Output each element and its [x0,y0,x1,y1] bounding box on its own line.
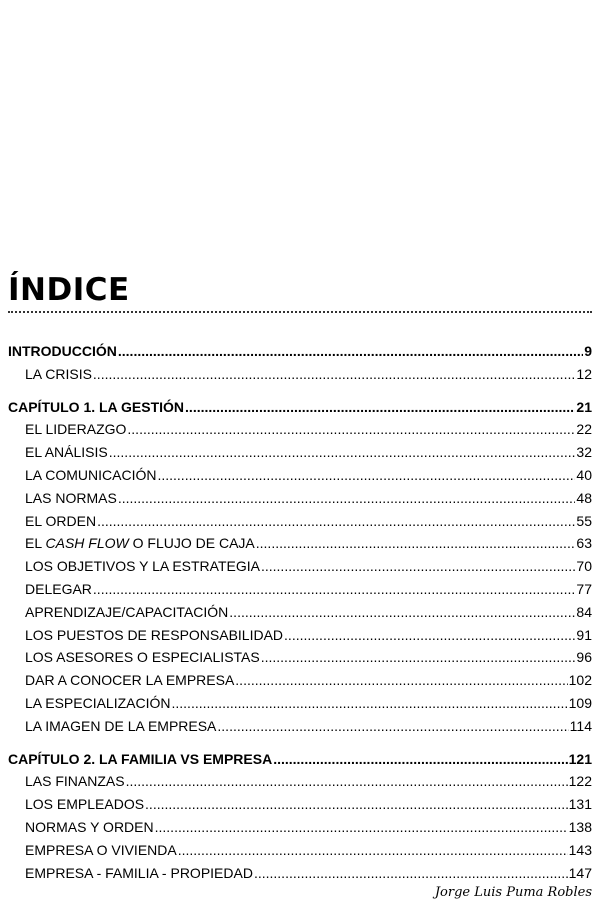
toc-entry-las-finanzas[interactable] [8,770,592,793]
toc-entry-el-analisis[interactable] [8,441,592,464]
toc-entry-page: 114 [569,717,592,734]
toc-entry-label: APRENDIZAJE/CAPACITACIÓN [25,603,229,620]
dot-leader [126,770,568,793]
toc-entry-delegar[interactable] [8,578,592,601]
toc-entry-label: LOS ASESORES O ESPECIALISTAS [25,649,260,666]
toc-entry-label: LAS FINANZAS [25,773,125,790]
toc-entry-page: 84 [576,603,592,620]
dot-leader [178,839,568,862]
toc-entry-page: 22 [576,421,592,438]
toc-entry-page: 63 [576,535,592,552]
toc-entry-la-comunicacion[interactable] [8,464,592,487]
toc-entry-label: EL ANÁLISIS [25,444,108,461]
dot-leader [273,748,567,771]
toc-entry-label: EMPRESA O VIVIENDA [25,841,177,858]
toc-entry-label: INTRODUCCIÓN [8,343,117,359]
toc-entry-page: 55 [576,512,592,529]
toc-entry-page: 32 [576,444,592,461]
toc-entry-asesores[interactable] [8,646,592,669]
toc-entry-label: LA ESPECIALIZACIÓN [25,694,171,711]
dot-leader [284,624,575,647]
toc-entry-el-orden[interactable] [8,510,592,533]
toc-entry-imagen-empresa[interactable] [8,715,592,738]
toc-entry-page: 109 [568,694,592,711]
dot-leader [157,464,575,487]
dot-leader [93,363,576,386]
dot-leader [185,396,575,419]
dot-leader [254,862,568,885]
toc-entry-page: 40 [576,466,592,483]
toc-entry-page: 48 [576,489,592,506]
toc-entry-label: LOS PUESTOS DE RESPONSABILIDAD [25,626,284,643]
toc-entry-page: 96 [576,649,592,666]
toc-entry-page: 122 [568,773,592,790]
toc-entry-label: LA COMUNICACIÓN [25,466,157,483]
dot-leader [145,793,568,816]
dot-leader [235,669,567,692]
dot-leader [109,441,576,464]
toc-entry-empresa-vivienda[interactable] [8,839,592,862]
toc-entry-las-normas[interactable] [8,487,592,510]
label-suffix: O FLUJO DE CAJA [128,535,255,552]
toc-entry-page: 143 [568,841,592,858]
toc-entry-objetivos-estrategia[interactable] [8,555,592,578]
toc-entry-page: 77 [576,580,592,597]
toc-entry-label: DAR A CONOCER LA EMPRESA [25,672,235,689]
toc-entry-label: EL LIDERAZGO [25,421,127,438]
toc-entry-page: 138 [568,818,592,835]
dot-leader [217,715,568,738]
toc-entry-page: 147 [568,864,592,881]
label-prefix: EL [25,535,46,552]
dot-leader [127,418,575,441]
dot-leader [261,646,576,669]
dot-leader [172,692,568,715]
toc-entry-page: 102 [568,672,592,689]
toc-entry-label: LA CRISIS [25,365,92,382]
dot-leader [93,578,576,601]
toc-entry-label: CAPÍTULO 1. LA GESTIÓN [8,398,185,415]
toc-entry-page: 121 [568,750,592,767]
toc-entry-dar-a-conocer[interactable] [8,669,592,692]
index-heading: ÍNDICE [8,272,130,308]
toc-entry-label: NORMAS Y ORDEN [25,818,154,835]
toc-entry-label: LAS NORMAS [25,489,117,506]
toc-entry-label: LOS OBJETIVOS Y LA ESTRATEGIA [25,558,260,575]
toc-entry-introduccion[interactable] [8,340,592,363]
toc-entry-la-crisis[interactable] [8,363,592,386]
dot-leader [118,487,576,510]
dot-leader [97,510,575,533]
toc-entry-aprendizaje[interactable] [8,601,592,624]
dot-leader [256,532,576,555]
toc-entry-page: 131 [568,796,592,813]
toc-entry-puestos-responsabilidad[interactable] [8,624,592,647]
label-emphasis: CASH FLOW [45,535,129,552]
table-of-contents [8,340,592,884]
toc-entry-cash-flow[interactable] [8,532,592,555]
toc-entry-label: EL ORDEN [25,512,97,529]
toc-entry-page: 21 [576,398,592,415]
dot-leader [155,816,568,839]
toc-entry-page: 70 [576,558,592,575]
dot-leader [261,555,575,578]
dot-leader [118,340,583,363]
heading-dotted-rule [8,311,592,313]
dot-leader [229,601,575,624]
toc-entry-el-liderazgo[interactable] [8,418,592,441]
toc-entry-normas-orden[interactable] [8,816,592,839]
toc-entry-label: LA IMAGEN DE LA EMPRESA [25,717,217,734]
toc-entry-page: 12 [576,365,592,382]
toc-entry-label: DELEGAR [25,580,92,597]
toc-entry-page: 91 [576,626,592,643]
toc-entry-page: 9 [584,343,592,359]
toc-entry-capitulo-1[interactable] [8,396,592,419]
toc-entry-label [25,532,255,555]
toc-entry-capitulo-2[interactable] [8,748,592,771]
toc-entry-los-empleados[interactable] [8,793,592,816]
toc-entry-label: CAPÍTULO 2. LA FAMILIA VS EMPRESA [8,750,273,767]
author-footer: Jorge Luis Puma Robles [434,885,592,900]
toc-entry-especializacion[interactable] [8,692,592,715]
toc-entry-label: EMPRESA - FAMILIA - PROPIEDAD [25,864,253,881]
toc-entry-empresa-familia-propiedad[interactable] [8,862,592,885]
toc-entry-label: LOS EMPLEADOS [25,796,145,813]
